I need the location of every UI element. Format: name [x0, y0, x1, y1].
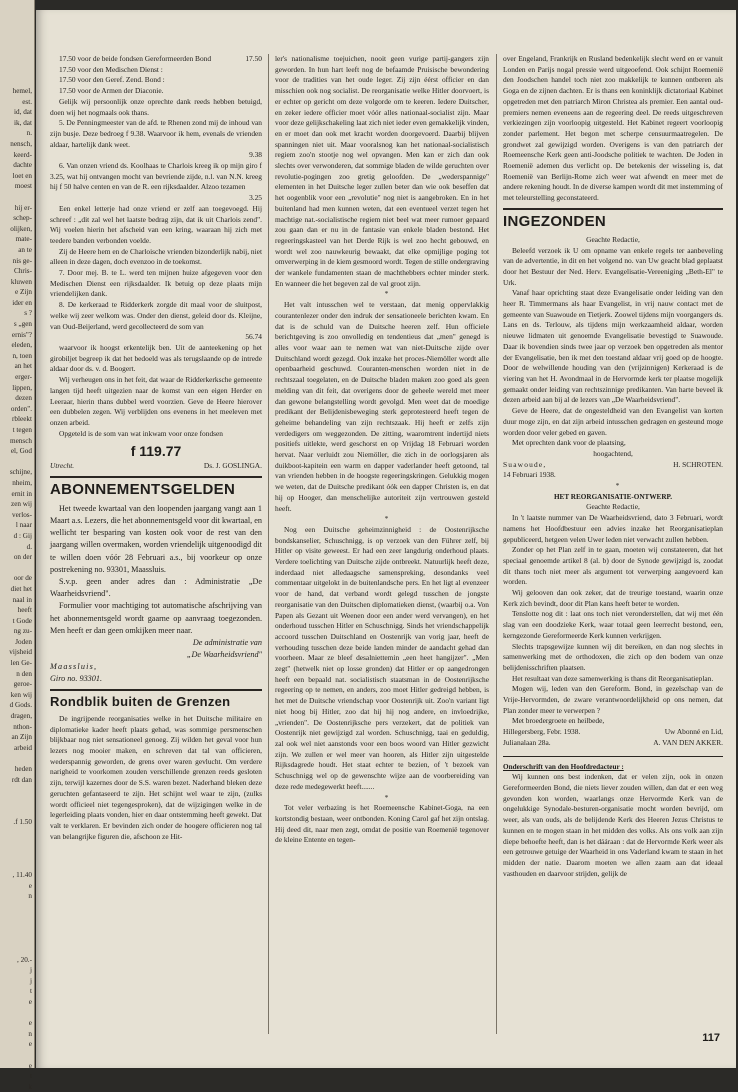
- paragraph: over Engeland, Frankrijk en Rusland bedenkelijk slecht werd en er vanuit Londen en Parijs nogal pressie werd uitgeoefend. Ook schijnt Roemenië den Joodschen handel toch niet zoo makkelijk te kunnen ontberen als Goga en de zijnen dachten. Er is thans een koninklijk dictatoriaal Kabinet opgetreden met den patriarch Miron Christea als premier. Een aantal oud-premiers nemen eveneens aan de regeering deel. De reeds uitgeschreven verkiezingen zijn voorloopig uitgesteld. Het Kabinet regeert voorloopig zonder parlement. Het begon met scherpe censuurmaatregelen. De grondwet zal gewijzigd worden. Overigens is van den patriarch der Roemeensche Kerk geen anti-Joodsche politiek te wachten. De Joden in Roemenië ademen dus verlicht op. De betekenis der wisseling is, dat Roemenië van Berlijn-Rome zich weer wat afwendt en meer met de andere rekening houdt. In de diverse kampen wordt dit met instemming of met teleurstelling geconstateerd.: [503, 54, 723, 203]
- separator-star: *: [384, 792, 389, 802]
- column-3: [503, 54, 723, 1054]
- admin-place: Maassluis,: [50, 661, 98, 671]
- paragraph: Met broedergroete en heilbede,: [512, 716, 605, 726]
- paragraph: Opgeteld is de som van wat inkwam voor onze fondsen: [59, 428, 223, 438]
- paragraph: 5. De Penningmeester van de afd. te Rhenen zond mij de inhoud van zijn busje. Deze bedroeg f 9.38. Waarvoor ik hem, evenals de vrienden aldaar, hartelijk dank weet.: [50, 118, 262, 149]
- divider: [503, 756, 723, 757]
- paragraph: waarvoor ik hoogst erkentelijk ben. Uit de aanteekening op het girobiljet begreep ik dat het bedoeld was als terugslaande op de intrede aldaar door ds. v. d. Boogert.: [50, 342, 262, 374]
- paragraph: Het valt intusschen wel te verstaan, dat menig oppervlakkig courantenlezer onder den indruk der sensationeele berichten kwam. En dat is de schuld van de Duitsche heeren zelf. Hun officiele berichtgeving is zoo onvolledig en tendentieus dat „men" genegd is alles voor waar aan te nemen wat van niet-Duitsche zijde over Duitschland wordt gezegd. Ook inzake het proces-Niemöller wordt alle openbaarheid geschuwd. Couranten-menschen worden niet in de rechtszaal toegelaten, en de Duitsche bladen maken zoo goed als geen melding van dit feit, dat overigens door de geheele wereld met meer dan gewone belangstelling wordt gevolgd. Men weet dat de moedige predikant der Belijdenisbeweging sterk geprotesteerd heeft tegen de geheime behandeling van zijn rechtszaak. Hij heeft er zelfs zijn verdedigers om weggezonden. De zitting, waaromtrent indertijd niets positiefs uitlekte, werd geschorst en op Vrijdag 18 Februari worden hervat. Naar verluidt zou Niemöller, die zich in de oorlogsjaren als duikboot-kapitein een warm en dapper vaderlander heeft getoond, tal van vrienden hebben in de hoogste regeeringskringen. Gelukkig mogen we weten, dat de Duitsche predikant óók een dapper Christen is, en dat hij op Hooger, dan menschelijke autoriteit zijn vertrouwen gesteld heeft.: [275, 300, 489, 513]
- signature-line-1: Hillegersberg, Febr. 1938. Uw Abonné en Lid,: [503, 727, 723, 737]
- paragraph: Wij gelooven dan ook zeker, dat de treurige toestand, waarin onze Kerk zich bevindt, door dit Plan kans heeft beter te worden.: [503, 588, 723, 608]
- paragraph: Tenslotte nog dit : laat ons toch niet veronderstellen, dat wij met één slag van een doodzieke Kerk, waar totaal geen leerrecht bestond, een, kerngezonde Gereformeerde Kerk kunnen verkrijgen.: [503, 609, 723, 640]
- separator-star: *: [384, 514, 389, 524]
- divider: [50, 689, 262, 691]
- paragraph: Het resultaat van deze samenwerking is thans dit Reorganisatieplan.: [512, 673, 714, 683]
- newspaper-page: [36, 10, 736, 1068]
- signature: Utrecht. Ds. J. GOSLINGA.: [50, 461, 262, 471]
- paragraph: Beleefd verzoek ik U om opname van enkele regels ter aanbeveling van de advertentie, in dit en het volgend no. van Uw geacht blad geplaatst door het Bestuur der Ned. Herv. Evangelisatie-Vereeniging „Beth-El" te Urk.: [503, 245, 723, 287]
- admin-line-1: De administratie van: [192, 637, 262, 647]
- paragraph: Gelijk wij persoonlijk onze oprechte dank reeds hebben betuigd, doen wij het nogmaals ook thans.: [50, 96, 262, 117]
- paragraph: 8. De kerkeraad te Ridderkerk zorgde dit maal voor de sluitpost, welke wij zeer welkom was. Onder den dienst, geleid door ds. Kleijne, van Oud-Beijerland, werd gecollecteerd de som van: [50, 300, 262, 331]
- gift-line-4: 17.50 voor de Armen der Diaconie.: [59, 86, 164, 96]
- paragraph: S.v.p. geen ander adres dan : Administratie „De Waarheidsvriend".: [50, 576, 262, 599]
- date: 14 Februari 1938.: [503, 470, 556, 480]
- paragraph: Geve de Heere, dat de ongesteldheid van den Evangelist van korten duur moge zijn, en dat zijn arbeid intusschen gedragen en gesteund moge worden door veler gebed en gaven.: [503, 406, 723, 437]
- paragraph: In 't laatste nummer van De Waarheidsvriend, dato 3 Februari, wordt namens het Hoofdbestuur een advies inzake het Reorganisatieplan gepubliceerd, hetgeen velen Uwer leden niet verwacht zullen hebben.: [503, 513, 723, 544]
- signature: Suawoude, H. SCHROTEN.: [503, 459, 723, 469]
- admin-giro: Giro no. 93301.: [50, 673, 103, 683]
- paragraph: Nog een Duitsche geheimzinnigheid : de Oostenrijksche bondskanselier, Schuschnigg, is op verzoek van den Führer zelf, bij Hitler op visite geweest. Er had een zeer langdurig onderhoud plaats. Verdere toelichting van Duitsche zijde ontbreekt. Natuurlijk heeft deze, inderdaad niet alledaagsche samenspreking, desondanks veel commentaar uitgelokt in de buitenlandsche pers. En het ligt al evenzeer voor de hand, dat verband wordt gelegd tusschen de jongste reorganisatie van den Duitschen diplomatieken dienst, (waarbij o.a. Von Papen als Gezant uit Weenen door een ander werd vervangen), en het onderhoud tusschen Hitler en Schuschnigg. Sinds het vriendschappelijk accoord tusschen Duitschland en Oostenrijk van vorig jaar, heeft de verhouding tusschen deze beide landen minder de aandacht gehad dan voorheen. Maar ze bleef desalniettemin „een heet hangijzer". „Men zegt" (hetwelk niet op losse gronden) dat Hitler er op aangedrongen heeft een bepaald nat. socialistisch staatsman in de Oostenrijksche regeering op te nemen, en anders, zoo moet Hitler gedreigd hebben, is het met de Duitsche vriendschap voor Oostenrijk uit. Zoo'n variant ligt niet hoog bij Hitler, zoo dat hij hij nog andere, en invloedrijke, „vrienden". De Oostenrijksche pers verzekert, dat de politiek van Oostenrijk niet gewijzigd zal worden. Schuschnigg, taai en geduldig, zal ook wel niet aanstonds voor een boos woord van Hitler gezwicht zijn. We zullen er wel meer van hooren, als Hitler zijn uitgestelde Rijksdagrede houdt. Het staat echter te bezien, of 't bezoek van Schuschnigg wel op de gewenschte wijze aan de voorbereiding van deze rede medegewerkt heeft.......: [275, 524, 489, 791]
- paragraph: Zij de Heere hem en de Charloische vrienden bizonderlijk nabij, niet alleen in deze dagen, doch evenzoo in de toekomst.: [50, 246, 262, 267]
- paragraph: ler's nationalisme toejuichen, nooit geen vurige partij-gangers zijn geworden. In hun hart leeft nog de befaamde Pruisische bewondering voor de tradities van het oude leger. Zij zijn éérst officier en dan misschien ook nog socialist. De reorganisatie welke Hitler doorvoert, is er echter op gericht om deze volgorde om te keeren. Iedere Duitscher, en zeker iedere officier moet vóór alles nationaal-socialist zijn. Maar voor deze gelijkschakeling laat zich niet ieder even gemakkelijk vinden, en er moet dan ook met kracht worden doorgevoerd. Daarbij blijven spanningen niet uit. Maar vooralsnog kan het nationaal-socialistisch regiem zoo'n stootje nog wel opvangen. Men kan er zich dan ook slechts over verwonderen, dat sommige bladen de wilde geruchten over revolutie-pogingen zoo gretig geloofden. De „wederspannige" elementen in het Duitsche leger zullen beter dan wie ook beseffen dat het oogenblik voor een „revolutie" nog niet is aangebroken. En in het buitenland had men kunnen weten, dat een eventueel verzet tegen het machtige nat.-socialistische regiem niet beel wat meer rumoer gepaard zou gaan dan er nu in de fantasie van enkele bladen bestond. Het regeeringskasteel van het Derde Rijk is wel zoo hecht gebouwd, en wordt wel zoo nauwkeurig bewaakt, dat elke opmijlige poging tot omverwerping in de kiem gesmoord wordt. Tegen de stille ondergraving der wankele fundamenten staan de machthebbers echter minder sterk. En wanneer die het begeven zal de val groot zijn.: [275, 54, 489, 288]
- closing: hoogachtend,: [593, 448, 633, 458]
- column-rule: [268, 54, 269, 1034]
- salutation: Geachte Redactie,: [586, 234, 640, 244]
- paragraph: Wij verheugen ons in het feit, dat waar de Ridderkerksche gemeente langen tijd heeft uitgezien naar de komst van een eigen Herder en Leeraar, hierin thans dubbel werd voorzien. Geve de Heere hierover een dubbelen zegen. Wij verblijden ons evenens in het meeleven met onzen arbeid.: [50, 375, 262, 427]
- separator-star: *: [384, 289, 389, 299]
- paragraph: Het tweede kwartaal van den loopenden jaargang vangt aan 1 Maart a.s. Lezers, die het abonnementsgeld voor dit kwartaal, en wellicht ter besparing van kosten ook voor de rest van den jaargang willen overmaken, worden vriendelijk uitgenoodigd dit te willen doen vóór 28 Februari a.s., bij voorkeur op onze postrekening no. 93301, Maassluis.: [50, 503, 262, 574]
- amount: 9.38: [249, 150, 262, 160]
- paragraph: Tot veler verbazing is het Roemeensche Kabinet-Goga, na een kortstondig bestaan, weer ontbonden. Koning Carol gaf het zijn ontslag. Hij deed dit, naar men zegt, omdat de positie van Roemenië tegenover de kleine Entente en tegen-: [275, 803, 489, 845]
- paragraph: De ingrijpende reorganisaties welke in het Duitsche militaire en diplomatieke kader heeft plaats gehad, was sommige persmenschen blijkbaar nog niet sensationeel genoeg. Zij wilden het geval voor hun lezers nog mooier maken, en schreven dat tal van officieren, wederspannig geworden, de grens over waren gevlucht. Om verdere narigheid te voorkomen zouden verschillende grenzen reeds gesloten zijn, terwijl kazernes door de S.S. waren bezet. Naderhand bleken deze geruchten gefantaseerd te zijn. Het schijnt wel waar te zijn, (zulks wordt officieel niet tegengesproken), dat de wijzigingen welke in de legerleiding plaats vonden, hier en daar ontstemming heeft gewekt. Dat valt te verklaren. Er bevinden zich onder de hoogere officieren nog tal van belangrijke figuren die, afschoon ze Hit-: [50, 713, 262, 841]
- heading-reorganisatie: HET REORGANISATIE-ONTWERP.: [553, 492, 673, 501]
- left-page-edge: [0, 0, 35, 1091]
- total-amount: f 119.77: [130, 443, 182, 460]
- column-rule: [496, 54, 497, 1034]
- paragraph: Mogen wij, leden van den Gereform. Bond, in gezelschap van de Vrije-Hervormden, de zware verantwoordelijkheid op ons nemen, dat Plan zonder meer te verwerpen ?: [503, 684, 723, 715]
- gift-line-1: 17.50 voor de beide fondsen Gereformeerden Bond 17.50: [59, 54, 262, 63]
- gift-line-2: 17.50 voor den Medischen Dienst :: [59, 64, 163, 74]
- paragraph: 6. Van onzen vriend ds. Koolhaas te Charlois kreeg ik op mijn giro f 3.25, wat hij ontvangen mocht van bevriende zijde, n.l. van N.N. kreeg hij f 50 halve centen en van de R. een rijksdaalder. Alzoo tezamen: [50, 161, 262, 192]
- heading-rondblik: Rondblik buiten de Grenzen: [50, 693, 231, 709]
- amount: 56.74: [245, 332, 262, 342]
- column-1: [50, 54, 262, 1054]
- paragraph: Slechts trapsgewijze kunnen wij dit bereiken, en dan nog slechts in samenwerking met de orthodoxen, die zich op den bodem van onze belijdenisschriften plaatsen.: [503, 641, 723, 672]
- left-page-fragment: hemel, est. id, dat ik, dat n. nensch, keerd- dachte loet en moest hij er- schep- olijken, mate- an te nis ge- Chris- kluwen e Zijn ider en s ? s „gen ernis"? eleden, n, toen an het erger- lippen, dezen orden". rbleekt t tegen mensch el, God schijne, nheim, ernit in zen wij verlos- l naar d : Gij d. on der oor de diet het naal in heeft t Gode ng zu- Joden vijsheid len Ge- n den geroe- ken wij d Gods. dragen, nthon- an Zijn arbeid heden rdt dan .f 1.50 , 11.40 e n , 20.- j j t e e n e e t k: [9, 87, 32, 1091]
- heading-onderschrift: Onderschrift van den Hoofdredacteur :: [503, 762, 624, 771]
- salutation: Geachte Redactie,: [586, 502, 640, 512]
- paragraph: Een enkel letterje had onze vriend er zelf aan toegevoegd. Hij schreef : „dit zal wel het laatste bedrag zijn, dat ik uit Charlois zend". Wij voelen hierin het afscheid van een kring, waaraan hij zich met teedere banden verbonden voelde.: [50, 203, 262, 245]
- separator-star: *: [615, 481, 620, 491]
- divider: [50, 476, 262, 478]
- paragraph: Wij kunnen ons best indenken, dat er velen zijn, ook in onzen Gereformeerden Bond, die niets liever zouden willen, dan dat er een weg gevonden kon worden, waarlangs onze Hervormde Kerk van de ongelukkige Synodale-besturen-organisatie mocht worden bevrijd, om weer, als van ouds, als de belijdende Kerk des Heeren Jezus Christus te kunnen en te mogen staan in het midden des volks. Als ons volk aan zijn diepe behoefte heeft, dan is het dááraan : dat de Hervormde Kerk weer als een getrouwe getuige der Waarheid in ons Vaderland kwam te staan in het midden der natie. Daarom moeten we allen zaam aan dat ideaal vasthouden en daarvoor strijden, gelijk de: [503, 772, 723, 878]
- divider: [503, 208, 723, 210]
- column-2: [275, 54, 489, 1054]
- page-number: 117: [702, 1032, 720, 1044]
- heading-ingezonden: INGEZONDEN: [503, 212, 607, 230]
- amount: 3.25: [249, 193, 262, 203]
- paragraph: Zonder op het Plan zelf in te gaan, moeten wij constateeren, dat het speciaal genoemde artikel 8 (al. b) door de Synode gewijzigd is, zoodat dit thans toch niet meer als argument tot verwerping aangevoerd kan worden.: [503, 545, 723, 587]
- admin-line-2: „De Waarheidsvriend": [186, 649, 262, 659]
- paragraph: Met oprechten dank voor de plaatsing,: [512, 438, 626, 448]
- paragraph: Formulier voor machtiging tot automatische afschrijving van het abonnementsgeld wordt gaarne op aanvraag toegezonden. Men heeft er dan geen omkijken meer naar.: [50, 601, 262, 635]
- heading-abonnementsgelden: ABONNEMENTSGELDEN: [50, 480, 236, 498]
- paragraph: Vanaf haar oprichting staat deze Evangelisatie onder leiding van den heer R. Timmermans als haar Evangelist, in vrij nauw contact met de gemeente van Suawoude en Tietjerk. Zoowel tijdens mijn voorgangers ds. Lans en ds. Terlouw, als tijdens mijn werkzaamheid aldaar, worden nieuwe lidmaten uit genoemde Evangelisatie bevestigd te Suawoude. Daar ik bovendien sinds twee jaar op verzoek ben opgetreden als mentor der Evangelisatie, ben ik met den toestand aldaar vrij goed op de hoogte. Door de welwillende houding van den (vrijzinnigen) Kerkeraad is de viering van het H. Avondmaal in de Hervormde kerk ter plaatse mogelijk gemaakt onder leiding van rechtszinnige predikanten. Van harte beveel ik dezen arbeid aan bij al de lezers van „De Waarheidsvriend".: [503, 288, 723, 405]
- paragraph: 7. Door mej. B. te L. werd ten mijnen huize afgegeven voor den Medischen Dienst een rijksdaalder. Ik betuig op deze plaats mijn vriendelijken dank.: [50, 268, 262, 299]
- signature-line-2: Julianalaan 28a. A. VAN DEN AKKER.: [503, 737, 723, 747]
- gift-line-3: 17.50 voor den Geref. Zend. Bond :: [59, 75, 165, 85]
